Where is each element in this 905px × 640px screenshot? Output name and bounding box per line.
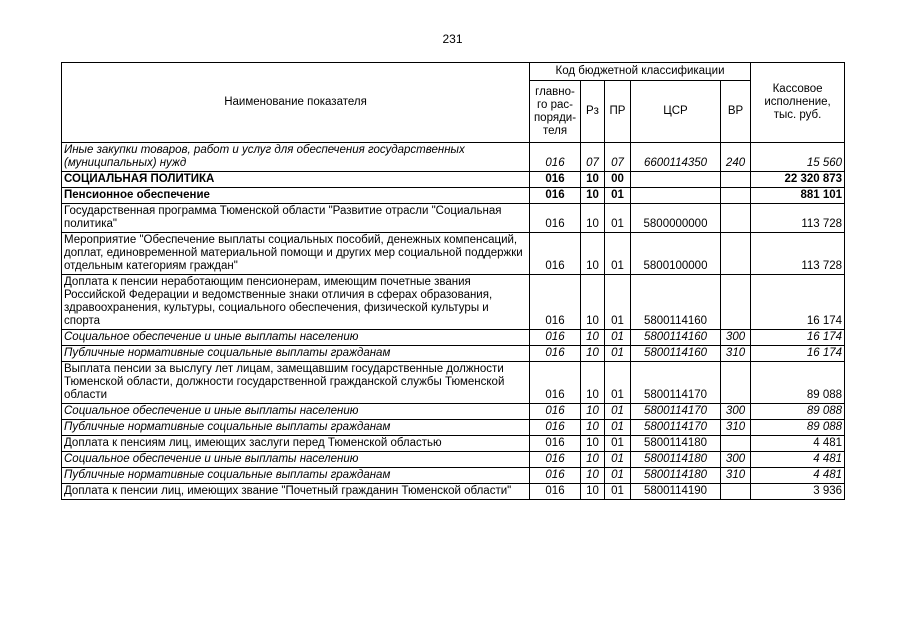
row-amount: 16 174 <box>751 275 845 330</box>
row-glavny: 016 <box>530 404 581 420</box>
row-rz: 10 <box>581 484 605 500</box>
table-row <box>62 204 845 233</box>
row-csr: 6600114350 <box>631 143 721 172</box>
row-name: Доплата к пенсиям лиц, имеющих заслуги перед Тюменской областью <box>62 436 530 452</box>
row-amount: 15 560 <box>751 143 845 172</box>
row-vr: 310 <box>721 420 751 436</box>
row-pr: 01 <box>605 404 631 420</box>
header-pr: ПР <box>605 81 631 143</box>
table-row <box>62 188 845 204</box>
row-name: Публичные нормативные социальные выплаты гражданам <box>62 420 530 436</box>
row-vr <box>721 188 751 204</box>
table-row <box>62 362 845 404</box>
row-vr <box>721 362 751 404</box>
row-rz: 10 <box>581 188 605 204</box>
row-name: Выплата пенсии за выслугу лет лицам, замещавшим государственные должности Тюменской области, должности государственной гражданской службы Тюменской области <box>62 362 530 404</box>
row-glavny: 016 <box>530 330 581 346</box>
row-rz: 10 <box>581 404 605 420</box>
row-vr: 310 <box>721 468 751 484</box>
row-vr <box>721 233 751 275</box>
row-amount: 89 088 <box>751 404 845 420</box>
row-pr: 01 <box>605 275 631 330</box>
row-rz: 10 <box>581 275 605 330</box>
header-rz: Рз <box>581 81 605 143</box>
row-name: Мероприятие "Обеспечение выплаты социальных пособий, денежных компенсаций, доплат, единовременной материальной помощи и других мер социальной поддержки отдельным категориям граждан" <box>62 233 530 275</box>
row-glavny: 016 <box>530 204 581 233</box>
row-rz: 10 <box>581 204 605 233</box>
row-amount: 22 320 873 <box>751 172 845 188</box>
header-csr: ЦСР <box>631 81 721 143</box>
row-glavny: 016 <box>530 346 581 362</box>
row-name: Иные закупки товаров, работ и услуг для обеспечения государственных (муниципальных) нужд <box>62 143 530 172</box>
table-row <box>62 143 845 172</box>
row-pr: 01 <box>605 330 631 346</box>
page-number: 231 <box>442 32 463 46</box>
row-glavny: 016 <box>530 172 581 188</box>
row-rz: 10 <box>581 330 605 346</box>
row-csr: 5800114190 <box>631 484 721 500</box>
row-pr: 01 <box>605 233 631 275</box>
row-name: Доплата к пенсии неработающим пенсионерам, имеющим почетные звания Российской Федерации и ведомственные знаки отличия в сферах образования, здравоохранения, культуры, социального обеспечения, физической культуры и спорта <box>62 275 530 330</box>
row-amount: 113 728 <box>751 233 845 275</box>
table-row <box>62 420 845 436</box>
row-rz: 10 <box>581 452 605 468</box>
row-name: Государственная программа Тюменской области "Развитие отрасли "Социальная политика" <box>62 204 530 233</box>
row-pr: 01 <box>605 436 631 452</box>
row-csr: 5800114160 <box>631 346 721 362</box>
row-pr: 01 <box>605 204 631 233</box>
row-pr: 01 <box>605 346 631 362</box>
row-pr: 07 <box>605 143 631 172</box>
row-glavny: 016 <box>530 233 581 275</box>
row-vr: 240 <box>721 143 751 172</box>
table-row <box>62 233 845 275</box>
row-vr <box>721 275 751 330</box>
row-vr: 310 <box>721 346 751 362</box>
row-name: Публичные нормативные социальные выплаты гражданам <box>62 346 530 362</box>
row-pr: 01 <box>605 452 631 468</box>
row-name: Публичные нормативные социальные выплаты гражданам <box>62 468 530 484</box>
row-glavny: 016 <box>530 362 581 404</box>
row-pr: 00 <box>605 172 631 188</box>
table-row <box>62 436 845 452</box>
table-row <box>62 452 845 468</box>
row-vr: 300 <box>721 330 751 346</box>
row-csr: 5800100000 <box>631 233 721 275</box>
row-glavny: 016 <box>530 468 581 484</box>
row-name: Пенсионное обеспечение <box>62 188 530 204</box>
row-pr: 01 <box>605 362 631 404</box>
row-amount: 16 174 <box>751 346 845 362</box>
header-row-top <box>62 63 845 81</box>
table-row <box>62 346 845 362</box>
row-amount: 113 728 <box>751 204 845 233</box>
row-pr: 01 <box>605 188 631 204</box>
header-name: Наименование показателя <box>62 63 530 143</box>
table-row <box>62 484 845 500</box>
row-amount: 3 936 <box>751 484 845 500</box>
row-amount: 4 481 <box>751 436 845 452</box>
table-row <box>62 172 845 188</box>
header-code-group: Код бюджетной классификации <box>530 63 751 81</box>
header-vr: ВР <box>721 81 751 143</box>
row-amount: 16 174 <box>751 330 845 346</box>
row-vr: 300 <box>721 404 751 420</box>
row-pr: 01 <box>605 468 631 484</box>
row-rz: 10 <box>581 468 605 484</box>
row-pr: 01 <box>605 484 631 500</box>
row-name: Социальное обеспечение и иные выплаты населению <box>62 404 530 420</box>
header-amount: Кассовое исполнение, тыс. руб. <box>751 63 845 143</box>
row-glavny: 016 <box>530 275 581 330</box>
row-rz: 07 <box>581 143 605 172</box>
row-name: Социальное обеспечение и иные выплаты населению <box>62 330 530 346</box>
row-pr: 01 <box>605 420 631 436</box>
row-amount: 4 481 <box>751 468 845 484</box>
row-vr: 300 <box>721 452 751 468</box>
header-glavny: главно-го рас-поряди-теля <box>530 81 581 143</box>
row-csr <box>631 188 721 204</box>
row-csr: 5800114170 <box>631 404 721 420</box>
row-csr: 5800000000 <box>631 204 721 233</box>
row-glavny: 016 <box>530 143 581 172</box>
row-rz: 10 <box>581 172 605 188</box>
row-name: Социальное обеспечение и иные выплаты населению <box>62 452 530 468</box>
row-csr: 5800114170 <box>631 420 721 436</box>
table-row <box>62 275 845 330</box>
row-glavny: 016 <box>530 484 581 500</box>
row-name: СОЦИАЛЬНАЯ ПОЛИТИКА <box>62 172 530 188</box>
row-name: Доплата к пенсии лиц, имеющих звание "Почетный гражданин Тюменской области" <box>62 484 530 500</box>
table-row <box>62 404 845 420</box>
row-vr <box>721 204 751 233</box>
budget-table <box>61 62 845 500</box>
table-row <box>62 468 845 484</box>
row-csr <box>631 172 721 188</box>
row-amount: 89 088 <box>751 362 845 404</box>
row-vr <box>721 484 751 500</box>
table-row <box>62 330 845 346</box>
row-csr: 5800114180 <box>631 468 721 484</box>
row-rz: 10 <box>581 420 605 436</box>
row-glavny: 016 <box>530 452 581 468</box>
row-csr: 5800114180 <box>631 436 721 452</box>
row-csr: 5800114160 <box>631 275 721 330</box>
row-rz: 10 <box>581 362 605 404</box>
row-glavny: 016 <box>530 188 581 204</box>
row-vr <box>721 172 751 188</box>
row-amount: 89 088 <box>751 420 845 436</box>
row-rz: 10 <box>581 346 605 362</box>
row-csr: 5800114180 <box>631 452 721 468</box>
row-rz: 10 <box>581 233 605 275</box>
row-vr <box>721 436 751 452</box>
row-amount: 881 101 <box>751 188 845 204</box>
row-csr: 5800114170 <box>631 362 721 404</box>
row-csr: 5800114160 <box>631 330 721 346</box>
row-glavny: 016 <box>530 420 581 436</box>
row-amount: 4 481 <box>751 452 845 468</box>
row-rz: 10 <box>581 436 605 452</box>
row-glavny: 016 <box>530 436 581 452</box>
